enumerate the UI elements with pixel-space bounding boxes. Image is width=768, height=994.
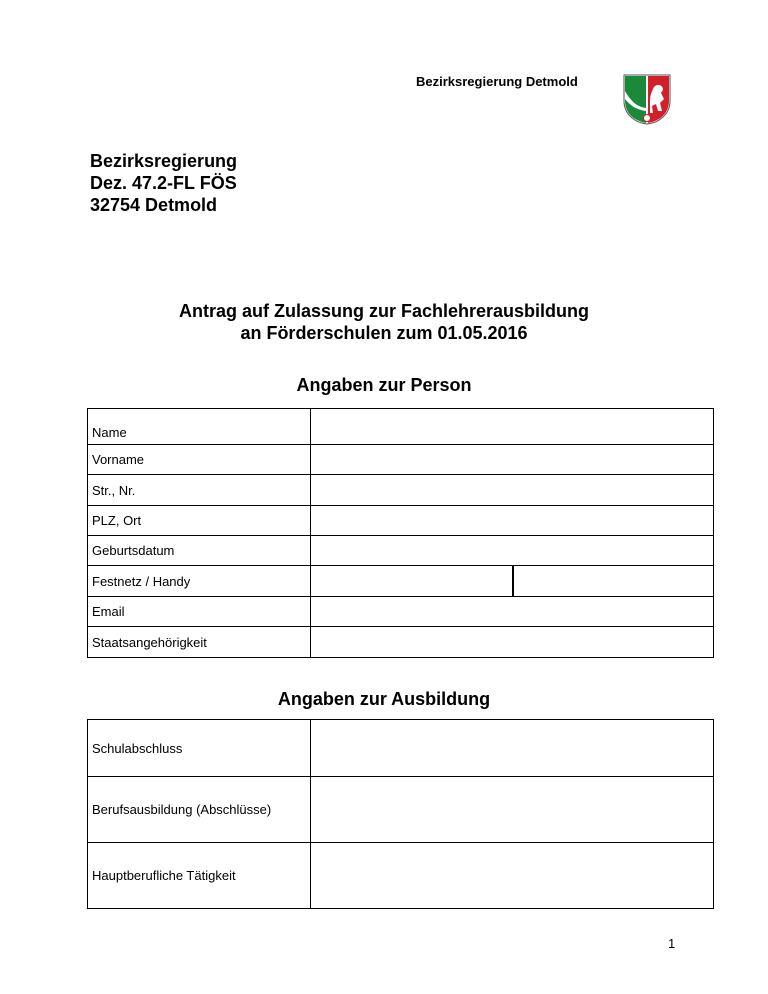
recipient-address (90, 150, 237, 216)
section-heading-person: Angaben zur Person (296, 375, 472, 395)
input-staatsangehoerigkeit[interactable] (311, 627, 714, 658)
section-heading-ausbildung: Angaben zur Ausbildung (277, 689, 491, 709)
input-plz-ort[interactable] (311, 506, 714, 536)
label-staatsangehoerigkeit: Staatsangehörigkeit (88, 627, 311, 658)
input-geburtsdatum[interactable] (311, 536, 714, 566)
input-handy[interactable] (514, 566, 713, 596)
label-name: Name (88, 409, 311, 445)
label-festnetz-handy: Festnetz / Handy (88, 566, 311, 597)
form-title (0, 300, 768, 344)
address-line-1: Bezirksregierung (90, 151, 238, 171)
label-schulabschluss: Schulabschluss (88, 720, 311, 777)
input-hauptberufliche-taetigkeit[interactable] (311, 843, 714, 909)
person-table (87, 408, 714, 658)
label-hauptberufliche-taetigkeit: Hauptberufliche Tätigkeit (88, 843, 311, 909)
page-number: 1 (668, 936, 676, 951)
input-name[interactable] (311, 409, 714, 445)
input-email[interactable] (311, 597, 714, 627)
address-line-2: Dez. 47.2-FL FÖS (90, 173, 237, 193)
label-email: Email (88, 597, 311, 627)
input-strasse[interactable] (311, 475, 714, 506)
label-berufsausbildung: Berufsausbildung (Abschlüsse) (88, 777, 311, 843)
form-title-line-2: an Förderschulen zum 01.05.2016 (240, 323, 528, 343)
label-plz-ort: PLZ, Ort (88, 506, 311, 536)
input-festnetz[interactable] (311, 566, 514, 596)
ausbildung-table (87, 719, 714, 909)
nrw-crest-icon (622, 73, 672, 125)
label-geburtsdatum: Geburtsdatum (88, 536, 311, 566)
label-vorname: Vorname (88, 445, 311, 475)
input-vorname[interactable] (311, 445, 714, 475)
festnetz-handy-cell (311, 566, 714, 597)
address-line-3: 32754 Detmold (90, 195, 218, 215)
header-org-name: Bezirksregierung Detmold (416, 74, 578, 89)
input-schulabschluss[interactable] (311, 720, 714, 777)
form-title-line-1: Antrag auf Zulassung zur Fachlehrerausbildung (178, 301, 590, 321)
input-berufsausbildung[interactable] (311, 777, 714, 843)
label-strasse: Str., Nr. (88, 475, 311, 506)
